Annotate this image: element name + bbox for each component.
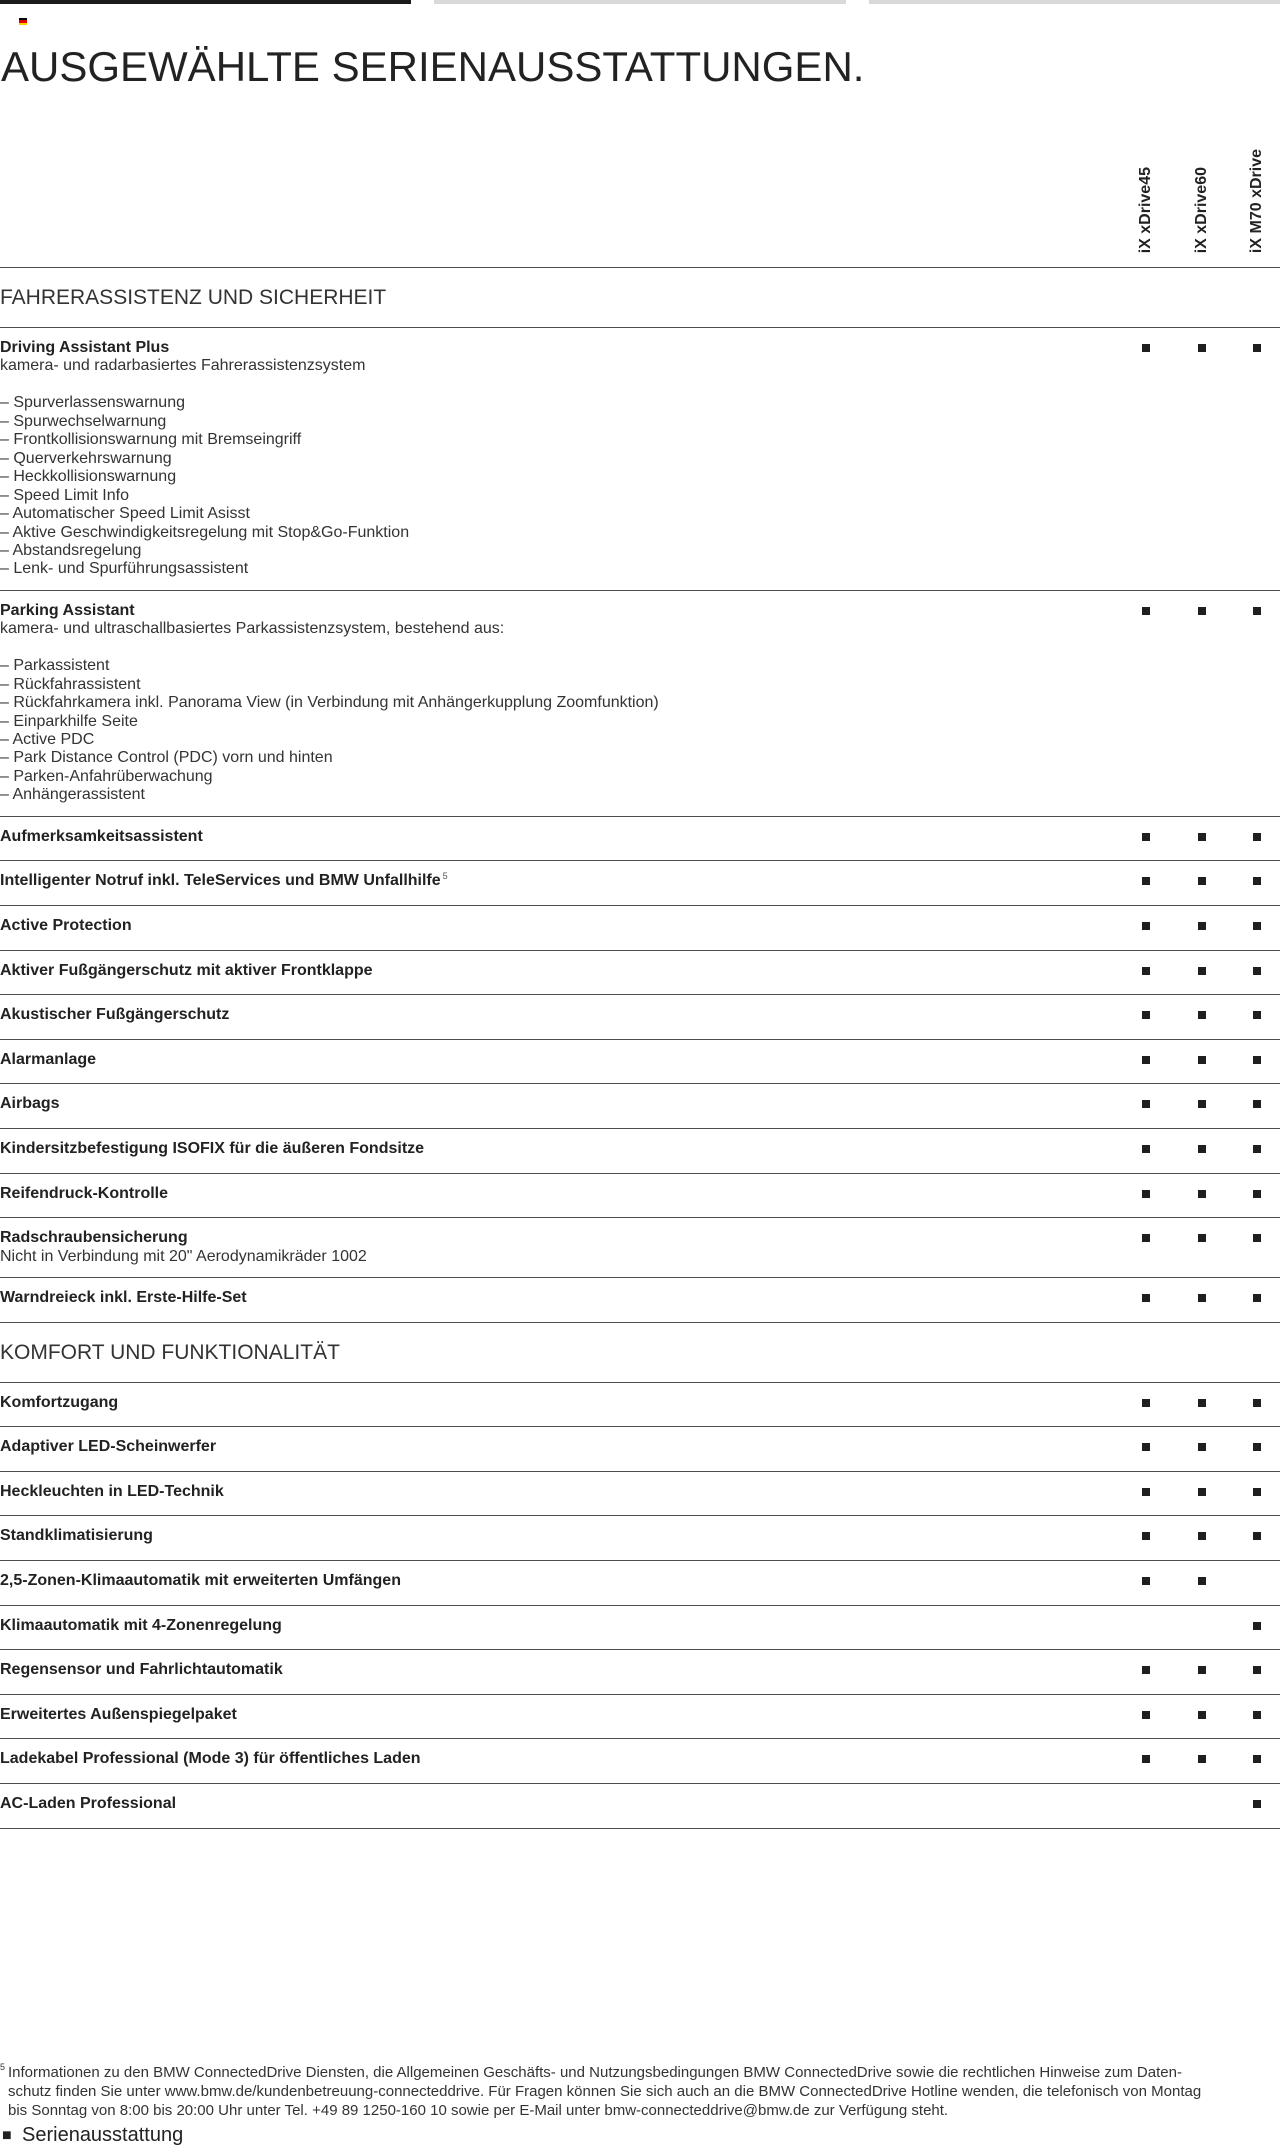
footnote-reference: 5 xyxy=(442,871,448,882)
standard-equipment-marker xyxy=(1142,1145,1150,1153)
equipment-table xyxy=(0,267,1280,1829)
standard-equipment-marker xyxy=(1253,833,1261,841)
equipment-name-text: Kindersitzbefestigung ISOFIX für die äußeren Fondsitze xyxy=(0,1140,425,1157)
standard-equipment-marker xyxy=(1253,1532,1261,1540)
equipment-name-text: AC-Laden Professional xyxy=(0,1795,177,1813)
standard-equipment-marker xyxy=(1198,1666,1206,1674)
equipment-name xyxy=(0,602,1280,620)
equipment-feature-item: – Anhängerassistent xyxy=(0,786,145,804)
equipment-name xyxy=(0,1438,1280,1456)
equipment-name-text: Aktiver Fußgängerschutz mit aktiver Frontklappe xyxy=(0,961,373,979)
equipment-name-text: Komfortzugang xyxy=(0,1393,119,1411)
equipment-name xyxy=(0,1051,1280,1069)
standard-equipment-marker xyxy=(1253,1488,1261,1496)
standard-equipment-marker xyxy=(1253,967,1261,975)
equipment-name-text: Heckleuchten in LED-Technik xyxy=(0,1482,224,1500)
equipment-name xyxy=(0,339,1280,357)
page-title: AUSGEWÄHLTE SERIENAUSSTATTUNGEN. xyxy=(1,43,865,90)
footnote-line: Informationen zu den BMW ConnectedDrive Diensten, die Allgemeinen Geschäfts- und Nutzungsbedingungen BMW ConnectedDrive sowie die rechtlichen Hinweise zum Daten- xyxy=(8,2064,1182,2081)
equipment-name-text: Driving Assistant Plus xyxy=(0,339,170,356)
equipment-name-text: Ladekabel Professional (Mode 3) für öffentliches Laden xyxy=(0,1750,421,1768)
equipment-row xyxy=(0,1129,1280,1174)
equipment-row xyxy=(0,1174,1280,1219)
equipment-description: Nicht in Verbindung mit 20" Aerodynamikräder 1002 xyxy=(0,1247,367,1265)
standard-equipment-marker xyxy=(1198,1399,1206,1407)
model-column-header: iX xDrive45 xyxy=(1137,166,1154,253)
standard-equipment-marker xyxy=(1198,833,1206,841)
standard-equipment-marker xyxy=(1198,1011,1206,1019)
standard-equipment-marker xyxy=(1198,344,1206,352)
equipment-row xyxy=(0,1650,1280,1695)
standard-equipment-marker xyxy=(1142,833,1150,841)
standard-equipment-marker xyxy=(1198,607,1206,615)
standard-equipment-marker xyxy=(1142,1532,1150,1540)
standard-equipment-marker xyxy=(1253,1711,1261,1719)
standard-equipment-marker xyxy=(1142,1755,1150,1763)
equipment-name xyxy=(0,1185,1280,1203)
equipment-row xyxy=(0,1218,1280,1278)
equipment-row xyxy=(0,1084,1280,1129)
equipment-row xyxy=(0,951,1280,996)
standard-equipment-marker xyxy=(1142,344,1150,352)
standard-equipment-marker xyxy=(1198,1577,1206,1585)
standard-equipment-marker xyxy=(1198,1056,1206,1064)
equipment-row xyxy=(0,1695,1280,1740)
equipment-name-text: Radschraubensicherung xyxy=(0,1229,188,1247)
equipment-row xyxy=(0,1472,1280,1517)
standard-equipment-marker xyxy=(1198,1755,1206,1763)
equipment-description: kamera- und radarbasiertes Fahrerassistenzsystem xyxy=(0,357,366,375)
equipment-feature-item: – Aktive Geschwindigkeitsregelung mit Stop&Go-Funktion xyxy=(0,523,410,541)
equipment-name xyxy=(0,1706,1280,1724)
standard-equipment-marker xyxy=(1142,1234,1150,1242)
standard-equipment-marker xyxy=(1142,922,1150,930)
standard-equipment-marker xyxy=(1253,877,1261,885)
equipment-name xyxy=(0,1006,1280,1024)
equipment-feature-item: – Parken-Anfahrüberwachung xyxy=(0,767,213,785)
equipment-name xyxy=(0,1795,1280,1813)
footnote-line: schutz finden Sie unter www.bmw.de/kundenbetreuung-connecteddrive. Für Fragen können Sie sich auch an die BMW ConnectedDrive Hotline wenden, die telefonisch von Montag xyxy=(8,2083,1202,2101)
standard-equipment-marker xyxy=(1253,1666,1261,1674)
equipment-name-text: Intelligenter Notruf inkl. TeleServices und BMW Unfallhilfe xyxy=(0,872,441,890)
standard-equipment-marker xyxy=(1253,1011,1261,1019)
equipment-name-text: Active Protection xyxy=(0,917,132,935)
equipment-name xyxy=(0,1617,1280,1635)
equipment-name-text: Standklimatisierung xyxy=(0,1527,153,1545)
equipment-name xyxy=(0,1483,1280,1501)
standard-equipment-marker xyxy=(1142,877,1150,885)
model-column-headers xyxy=(0,0,1280,267)
equipment-name-text: Alarmanlage xyxy=(0,1050,97,1068)
section-heading: FAHRERASSISTENZ UND SICHERHEIT xyxy=(0,268,1280,328)
standard-equipment-marker xyxy=(1142,967,1150,975)
standard-equipment-marker xyxy=(1253,1800,1261,1808)
equipment-name-text: Aufmerksamkeitsassistent xyxy=(0,827,203,845)
equipment-row xyxy=(0,328,1280,591)
standard-equipment-marker xyxy=(1198,1294,1206,1302)
standard-equipment-marker xyxy=(1253,1294,1261,1302)
footnote-line: bis Sonntag von 8:00 bis 20:00 Uhr unter Tel. +49 89 1250-160 10 sowie per E-Mail unter bmw-connecteddrive@bmw.de zur Verfügung steht. xyxy=(8,2102,949,2120)
equipment-name xyxy=(0,962,1280,980)
equipment-name xyxy=(0,872,1280,890)
equipment-name xyxy=(0,1229,1280,1247)
standard-equipment-marker xyxy=(1142,1711,1150,1719)
equipment-feature-item: – Speed Limit Info xyxy=(0,486,129,504)
equipment-row xyxy=(0,1516,1280,1561)
model-column-header: iX M70 xDrive xyxy=(1248,148,1265,253)
model-column-header: iX xDrive60 xyxy=(1193,166,1210,253)
equipment-name-text: Warndreieck inkl. Erste-Hilfe-Set xyxy=(0,1289,247,1307)
equipment-row xyxy=(0,1040,1280,1085)
equipment-name-text: Reifendruck-Kontrolle xyxy=(0,1184,169,1202)
equipment-row xyxy=(0,1278,1280,1323)
equipment-name xyxy=(0,1572,1280,1590)
equipment-row xyxy=(0,995,1280,1040)
equipment-name-text: Adaptiver LED-Scheinwerfer xyxy=(0,1438,217,1456)
equipment-name-text: Airbags xyxy=(0,1095,60,1113)
standard-equipment-marker xyxy=(1253,344,1261,352)
equipment-name-text: Klimaautomatik mit 4-Zonenregelung xyxy=(0,1616,282,1634)
standard-equipment-marker xyxy=(1142,1399,1150,1407)
standard-equipment-marker xyxy=(1198,922,1206,930)
equipment-feature-item: – Active PDC xyxy=(0,731,95,749)
standard-equipment-marker xyxy=(1142,1011,1150,1019)
equipment-description: kamera- und ultraschallbasiertes Parkassistenzsystem, bestehend aus: xyxy=(0,620,505,638)
standard-equipment-marker xyxy=(1198,1190,1206,1198)
equipment-row xyxy=(0,817,1280,862)
standard-equipment-marker xyxy=(1142,607,1150,615)
equipment-feature-item: – Heckkollisionswarnung xyxy=(0,468,177,486)
standard-equipment-marker xyxy=(1142,1294,1150,1302)
standard-equipment-marker xyxy=(1253,1755,1261,1763)
equipment-row xyxy=(0,591,1280,817)
standard-equipment-marker xyxy=(1253,1100,1261,1108)
standard-equipment-marker xyxy=(1253,1622,1261,1630)
legend xyxy=(2,2124,183,2146)
equipment-name xyxy=(0,917,1280,935)
equipment-feature-item: – Lenk- und Spurführungsassistent xyxy=(0,560,249,578)
footnote xyxy=(0,2063,1280,2121)
equipment-row xyxy=(0,861,1280,906)
standard-equipment-marker xyxy=(1253,1145,1261,1153)
equipment-name xyxy=(0,1527,1280,1545)
equipment-row xyxy=(0,1739,1280,1784)
standard-equipment-marker xyxy=(1198,967,1206,975)
standard-equipment-marker xyxy=(1198,1532,1206,1540)
standard-equipment-marker xyxy=(1253,1234,1261,1242)
legend-label: Serienausstattung xyxy=(22,2124,184,2146)
equipment-name-text: Parking Assistant xyxy=(0,601,135,619)
legend-marker-icon: ■ xyxy=(2,2127,12,2144)
equipment-name xyxy=(0,1095,1280,1113)
equipment-feature-list xyxy=(0,657,1280,805)
equipment-row xyxy=(0,1427,1280,1472)
equipment-name-text: Regensensor und Fahrlichtautomatik xyxy=(0,1661,283,1679)
equipment-name xyxy=(0,1140,1280,1158)
equipment-feature-item: – Park Distance Control (PDC) vorn und hinten xyxy=(0,749,333,767)
standard-equipment-marker xyxy=(1198,877,1206,885)
standard-equipment-marker xyxy=(1142,1577,1150,1585)
equipment-name xyxy=(0,1750,1280,1768)
standard-equipment-marker xyxy=(1198,1234,1206,1242)
standard-equipment-marker xyxy=(1198,1443,1206,1451)
standard-equipment-marker xyxy=(1253,1443,1261,1451)
equipment-feature-item: – Frontkollisionswarnung mit Bremseingriff xyxy=(0,431,302,449)
standard-equipment-marker xyxy=(1198,1100,1206,1108)
footnote-marker: 5 xyxy=(0,2062,6,2072)
equipment-name xyxy=(0,1394,1280,1412)
equipment-feature-item: – Rückfahrkamera inkl. Panorama View (in Verbindung mit Anhängerkupplung Zoomfunktion) xyxy=(0,694,659,712)
equipment-feature-item: – Rückfahrassistent xyxy=(0,675,141,693)
standard-equipment-marker xyxy=(1253,1056,1261,1064)
equipment-name xyxy=(0,1661,1280,1679)
equipment-name xyxy=(0,1289,1280,1307)
equipment-row xyxy=(0,906,1280,951)
standard-equipment-marker xyxy=(1253,922,1261,930)
equipment-feature-item: – Automatischer Speed Limit Asisst xyxy=(0,505,250,523)
equipment-row xyxy=(0,1561,1280,1606)
standard-equipment-marker xyxy=(1142,1190,1150,1198)
standard-equipment-marker xyxy=(1253,1190,1261,1198)
equipment-feature-item: – Spurwechselwarnung xyxy=(0,412,167,430)
standard-equipment-marker xyxy=(1142,1666,1150,1674)
equipment-row xyxy=(0,1383,1280,1428)
equipment-feature-item: – Abstandsregelung xyxy=(0,541,142,559)
standard-equipment-marker xyxy=(1253,607,1261,615)
standard-equipment-marker xyxy=(1142,1443,1150,1451)
standard-equipment-marker xyxy=(1198,1145,1206,1153)
equipment-feature-item: – Einparkhilfe Seite xyxy=(0,712,138,730)
equipment-name-text: Erweitertes Außenspiegelpaket xyxy=(0,1705,237,1723)
standard-equipment-marker xyxy=(1253,1399,1261,1407)
equipment-row xyxy=(0,1784,1280,1829)
equipment-feature-list xyxy=(0,394,1280,579)
equipment-feature-item: – Parkassistent xyxy=(0,657,110,675)
standard-equipment-marker xyxy=(1198,1488,1206,1496)
standard-equipment-marker xyxy=(1198,1711,1206,1719)
standard-equipment-marker xyxy=(1142,1056,1150,1064)
equipment-feature-item: – Querverkehrswarnung xyxy=(0,449,172,467)
standard-equipment-marker xyxy=(1142,1488,1150,1496)
equipment-name-text: 2,5-Zonen-Klimaautomatik mit erweiterten Umfängen xyxy=(0,1572,401,1590)
section-heading: KOMFORT UND FUNKTIONALITÄT xyxy=(0,1323,1280,1383)
equipment-name-text: Akustischer Fußgängerschutz xyxy=(0,1006,230,1024)
standard-equipment-marker xyxy=(1142,1100,1150,1108)
equipment-feature-item: – Spurverlassenswarnung xyxy=(0,394,185,412)
equipment-row xyxy=(0,1606,1280,1651)
equipment-name xyxy=(0,828,1280,846)
